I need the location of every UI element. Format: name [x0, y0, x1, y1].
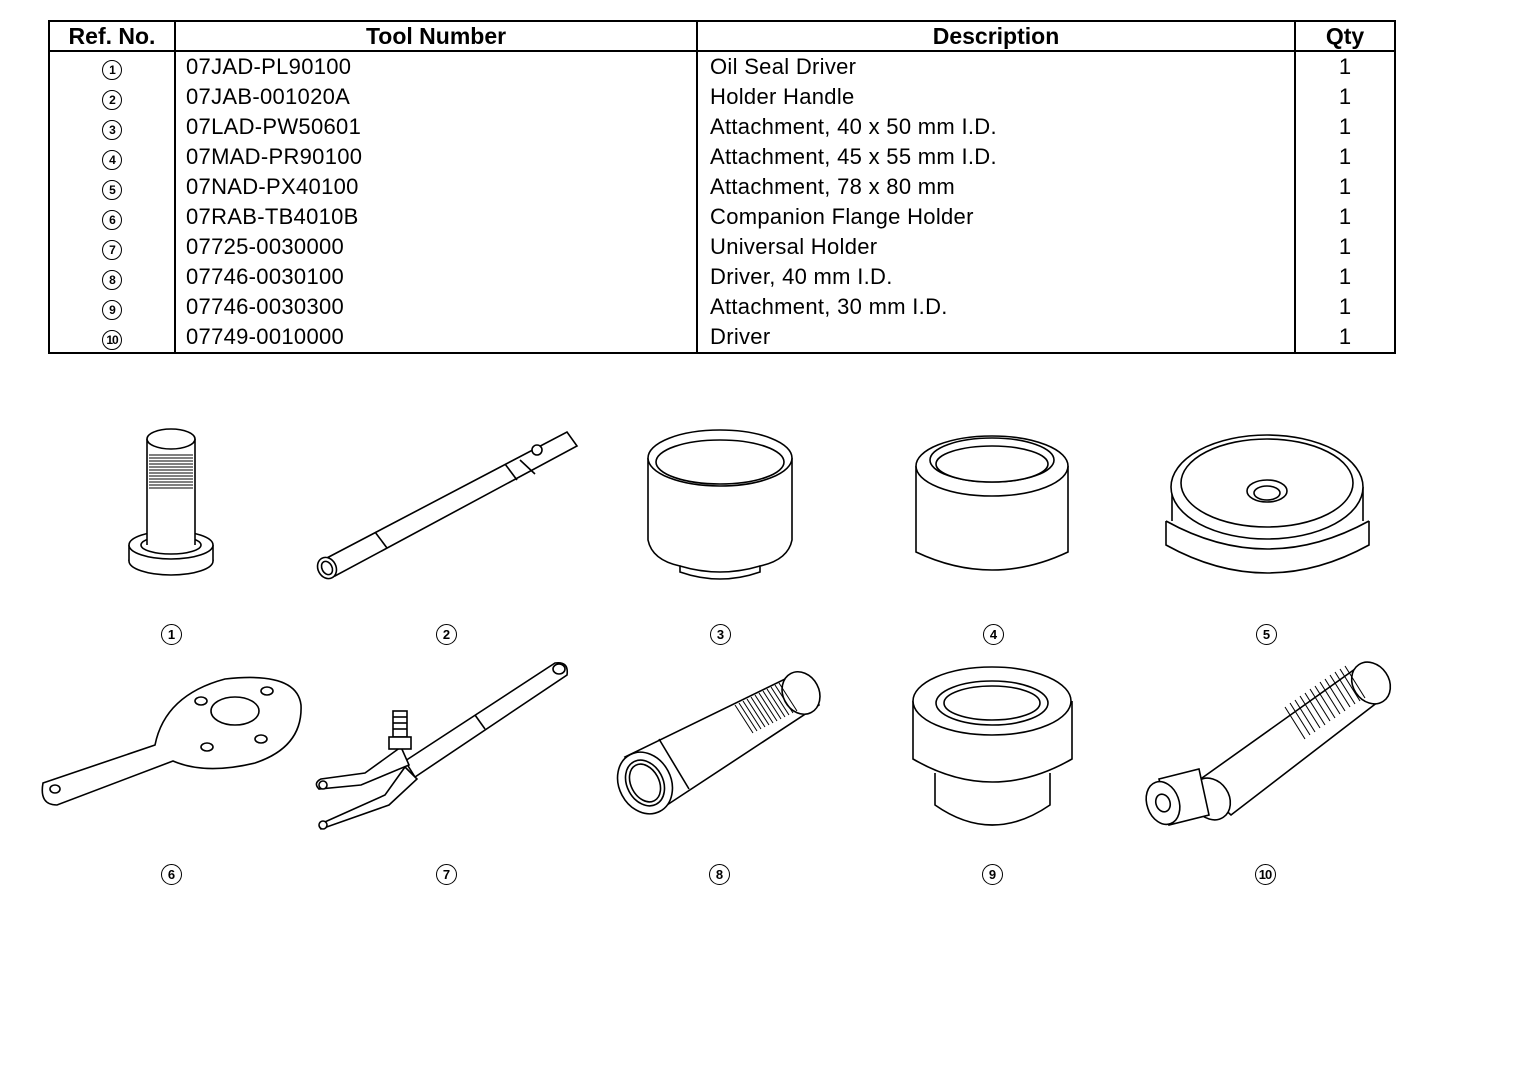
figure-ref: 6	[161, 864, 182, 885]
qty-cell: 1	[1295, 112, 1395, 142]
table-row	[49, 172, 1395, 202]
figure-label	[416, 864, 476, 885]
figure-label	[416, 624, 476, 645]
ref-cell	[49, 142, 175, 172]
attachment-icon	[905, 655, 1080, 835]
table-row	[49, 292, 1395, 322]
oil-seal-driver-icon	[115, 415, 227, 585]
attachment-icon	[640, 420, 800, 590]
header-qty: Qty	[1295, 21, 1395, 51]
companion-flange-holder-icon	[35, 665, 310, 815]
ref-cell	[49, 202, 175, 232]
figure-label	[141, 624, 201, 645]
tool-number-cell: 07NAD-PX40100	[175, 172, 697, 202]
ref-cell	[49, 232, 175, 262]
tool-number-cell: 07JAD-PL90100	[175, 51, 697, 82]
attachment-icon	[1160, 425, 1375, 595]
ref-number: 1	[102, 60, 122, 80]
ref-number: 6	[102, 210, 122, 230]
table-row	[49, 142, 1395, 172]
figure-ref: 4	[983, 624, 1004, 645]
qty-cell: 1	[1295, 202, 1395, 232]
ref-cell	[49, 262, 175, 292]
attachment-icon	[910, 420, 1075, 590]
header-ref-no: Ref. No.	[49, 21, 175, 51]
tool-number-cell: 07746-0030300	[175, 292, 697, 322]
ref-number: 5	[102, 180, 122, 200]
figure-label	[1235, 864, 1295, 885]
figure-ref: 10	[1255, 864, 1276, 885]
tool-number-cell: 07MAD-PR90100	[175, 142, 697, 172]
qty-cell: 1	[1295, 262, 1395, 292]
ref-number: 8	[102, 270, 122, 290]
table-row	[49, 112, 1395, 142]
holder-handle-icon	[305, 420, 585, 585]
ref-cell	[49, 292, 175, 322]
header-description: Description	[697, 21, 1295, 51]
ref-number: 7	[102, 240, 122, 260]
universal-holder-icon	[305, 655, 575, 835]
description-cell: Driver, 40 mm I.D.	[697, 262, 1295, 292]
qty-cell: 1	[1295, 142, 1395, 172]
figure-label	[962, 864, 1022, 885]
qty-cell: 1	[1295, 322, 1395, 353]
figure-ref: 1	[161, 624, 182, 645]
special-tools-table	[48, 20, 1396, 354]
description-cell: Attachment, 45 x 55 mm I.D.	[697, 142, 1295, 172]
table-row	[49, 322, 1395, 353]
figure-label	[689, 864, 749, 885]
ref-cell	[49, 112, 175, 142]
ref-number: 2	[102, 90, 122, 110]
qty-cell: 1	[1295, 51, 1395, 82]
table-row	[49, 202, 1395, 232]
ref-cell	[49, 82, 175, 112]
ref-cell	[49, 51, 175, 82]
description-cell: Companion Flange Holder	[697, 202, 1295, 232]
driver-icon	[605, 665, 830, 825]
description-cell: Attachment, 40 x 50 mm I.D.	[697, 112, 1295, 142]
figure-ref: 5	[1256, 624, 1277, 645]
tool-number-cell: 07746-0030100	[175, 262, 697, 292]
table-row	[49, 82, 1395, 112]
table-row	[49, 51, 1395, 82]
figure-ref: 7	[436, 864, 457, 885]
tool-number-cell: 07725-0030000	[175, 232, 697, 262]
tool-number-cell: 07JAB-001020A	[175, 82, 697, 112]
description-cell: Attachment, 78 x 80 mm	[697, 172, 1295, 202]
ref-number: 3	[102, 120, 122, 140]
figure-ref: 9	[982, 864, 1003, 885]
driver-icon	[1135, 655, 1395, 835]
table-header-row	[49, 21, 1395, 51]
figure-label	[963, 624, 1023, 645]
qty-cell: 1	[1295, 292, 1395, 322]
description-cell: Oil Seal Driver	[697, 51, 1295, 82]
tool-number-cell: 07LAD-PW50601	[175, 112, 697, 142]
tool-number-cell: 07RAB-TB4010B	[175, 202, 697, 232]
ref-cell	[49, 322, 175, 353]
description-cell: Universal Holder	[697, 232, 1295, 262]
figure-label	[1236, 624, 1296, 645]
header-tool-number: Tool Number	[175, 21, 697, 51]
ref-cell	[49, 172, 175, 202]
figure-ref: 8	[709, 864, 730, 885]
description-cell: Attachment, 30 mm I.D.	[697, 292, 1295, 322]
qty-cell: 1	[1295, 232, 1395, 262]
table-row	[49, 262, 1395, 292]
table-row	[49, 232, 1395, 262]
figure-ref: 2	[436, 624, 457, 645]
tool-number-cell: 07749-0010000	[175, 322, 697, 353]
figure-label	[141, 864, 201, 885]
description-cell: Holder Handle	[697, 82, 1295, 112]
ref-number: 4	[102, 150, 122, 170]
ref-number: 9	[102, 300, 122, 320]
ref-number: 10	[102, 330, 122, 350]
qty-cell: 1	[1295, 82, 1395, 112]
qty-cell: 1	[1295, 172, 1395, 202]
description-cell: Driver	[697, 322, 1295, 353]
figure-ref: 3	[710, 624, 731, 645]
figure-label	[690, 624, 750, 645]
